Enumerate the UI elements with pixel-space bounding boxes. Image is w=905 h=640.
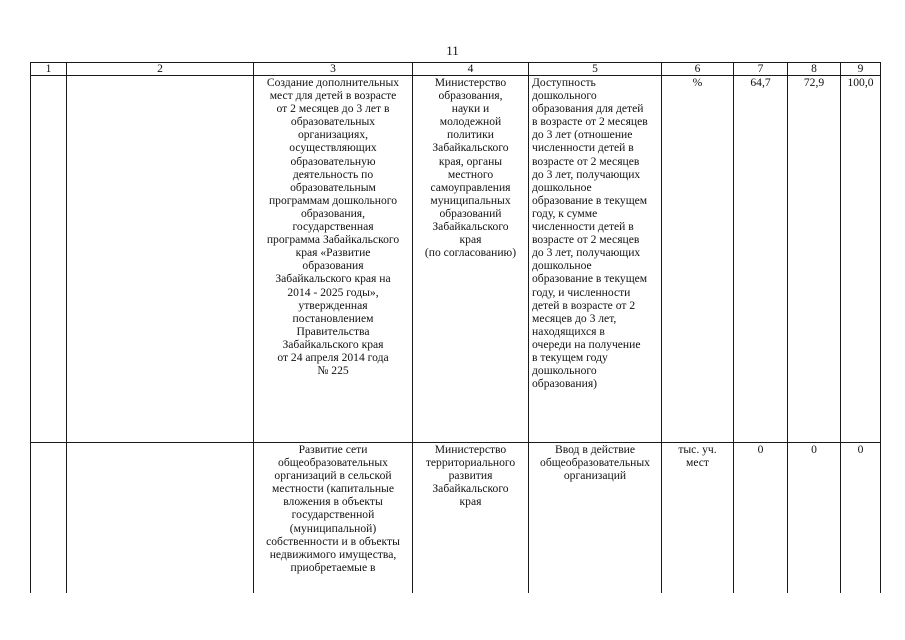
value-cell-9: 100,0 — [841, 76, 881, 443]
column-header-2: 2 — [67, 63, 254, 76]
column-header-6: 6 — [662, 63, 734, 76]
column-header-9: 9 — [841, 63, 881, 76]
responsible-cell: Министерство образования, науки и молодежной политики Забайкальского края, органы местного самоуправления муниципальных образований Забайкальского края (по согласованию) — [413, 76, 529, 443]
row-number-cell — [31, 443, 67, 593]
row-number-cell — [31, 76, 67, 443]
page-number: 11 — [446, 43, 459, 58]
column-number-header-row — [31, 63, 881, 76]
measure-cell: Создание дополнительных мест для детей в возрасте от 2 месяцев до 3 лет в образовательных организациях, осуществляющих образовательную деятельность по образовательным программам дошкольного образования, государственная программа Забайкальского края «Развитие образования Забайкальского края на 2014 - 2025 годы», утвержденная постановлением Правительства Забайкальского края от 24 апреля 2014 года № 225 — [254, 76, 413, 443]
target-cell — [67, 76, 254, 443]
measure-cell: Развитие сети общеобразовательных организаций в сельской местности (капитальные вложения в объекты государственной (муниципальной) собственности и в объекты недвижимого имущества, приобретаемые в — [254, 443, 413, 593]
measures-table — [30, 62, 881, 593]
table-row — [31, 443, 881, 593]
responsible-cell: Министерство территориального развития Забайкальского края — [413, 443, 529, 593]
unit-cell: % — [662, 76, 734, 443]
column-header-3: 3 — [254, 63, 413, 76]
column-header-4: 4 — [413, 63, 529, 76]
value-cell-8: 0 — [788, 443, 841, 593]
indicator-cell: Доступность дошкольного образования для детей в возрасте от 2 месяцев до 3 лет (отношение численности детей в возрасте от 2 месяцев до 3 лет, получающих дошкольное образование в текущем году, к сумме численности детей в возрасте от 2 месяцев до 3 лет, получающих дошкольное образование в текущем году, и численности детей в возрасте от 2 месяцев до 3 лет, находящихся в очереди на получение в текущем году дошкольного образования) — [529, 76, 662, 443]
value-cell-9: 0 — [841, 443, 881, 593]
indicator-cell: Ввод в действие общеобразовательных организаций — [529, 443, 662, 593]
column-header-8: 8 — [788, 63, 841, 76]
value-cell-7: 64,7 — [734, 76, 788, 443]
unit-cell: тыс. уч. мест — [662, 443, 734, 593]
table-row — [31, 76, 881, 443]
value-cell-8: 72,9 — [788, 76, 841, 443]
column-header-5: 5 — [529, 63, 662, 76]
column-header-7: 7 — [734, 63, 788, 76]
target-cell — [67, 443, 254, 593]
column-header-1: 1 — [31, 63, 67, 76]
value-cell-7: 0 — [734, 443, 788, 593]
